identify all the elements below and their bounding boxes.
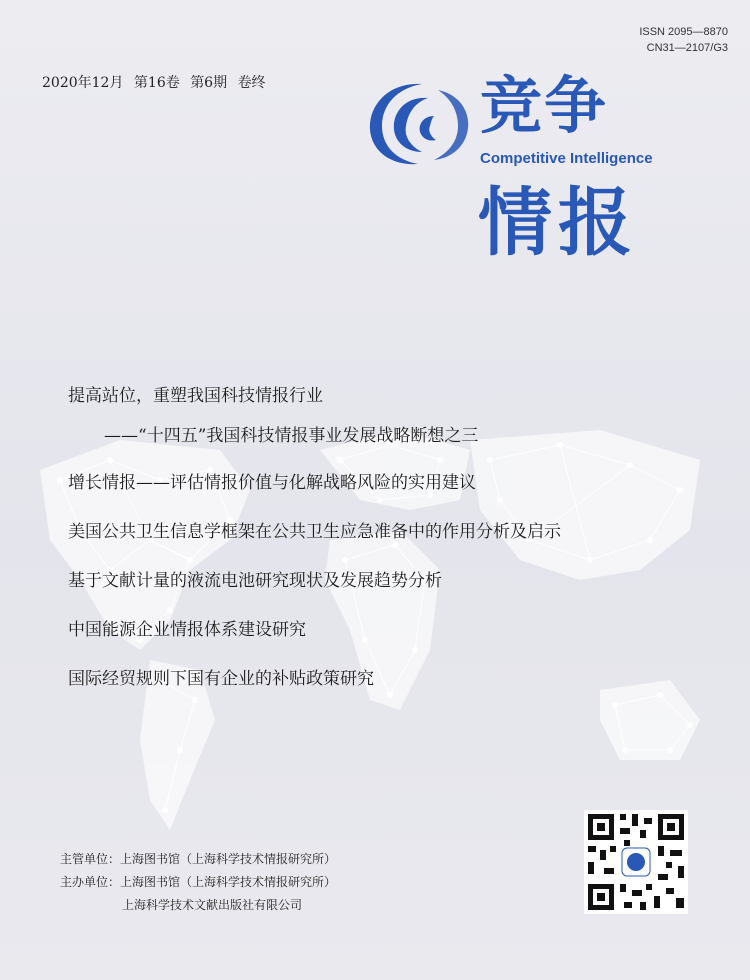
issue-date: 2020年12月 [42,75,124,91]
article-title: 美国公共卫生信息学框架在公共卫生应急准备中的作用分析及启示 [68,522,561,542]
issn-block [639,24,728,56]
article-title: 增长情报——评估情报价值与化解战略风险的实用建议 [68,473,476,493]
journal-title-line1: 竞争 [480,69,609,142]
article-list [68,384,708,691]
qr-code-icon[interactable] [584,810,688,914]
issn-number: ISSN 2095—8870 [639,26,728,38]
article-title: 国际经贸规则下国有企业的补贴政策研究 [68,669,374,689]
article-title: 中国能源企业情报体系建设研究 [68,620,306,640]
journal-title-english: Competitive Intelligence [480,150,653,167]
cn-number: CN31—2107/G3 [646,42,728,54]
sponsor-unit: 主办单位：上海图书馆（上海科学技术情报研究所） [60,875,337,889]
publisher-block [60,848,336,917]
journal-logo-icon [362,76,474,168]
publisher-name: 上海科学技术文献出版社有限公司 [122,898,303,912]
supervisor-unit: 主管单位：上海图书馆（上海科学技术情报研究所） [60,852,337,866]
article-title: 基于文献计量的液流电池研究现状及发展趋势分析 [68,571,442,591]
article-title: 提高站位，重塑我国科技情报行业 [68,386,323,406]
issue-volume-end: 卷终 [237,75,266,91]
issue-volume: 第16卷 [133,75,180,91]
article-subtitle: ——“十四五”我国科技情报事业发展战略断想之三 [104,426,479,446]
journal-title-line2: 情报 [478,180,638,266]
issue-info [42,72,272,92]
issue-number: 第6期 [190,75,228,91]
